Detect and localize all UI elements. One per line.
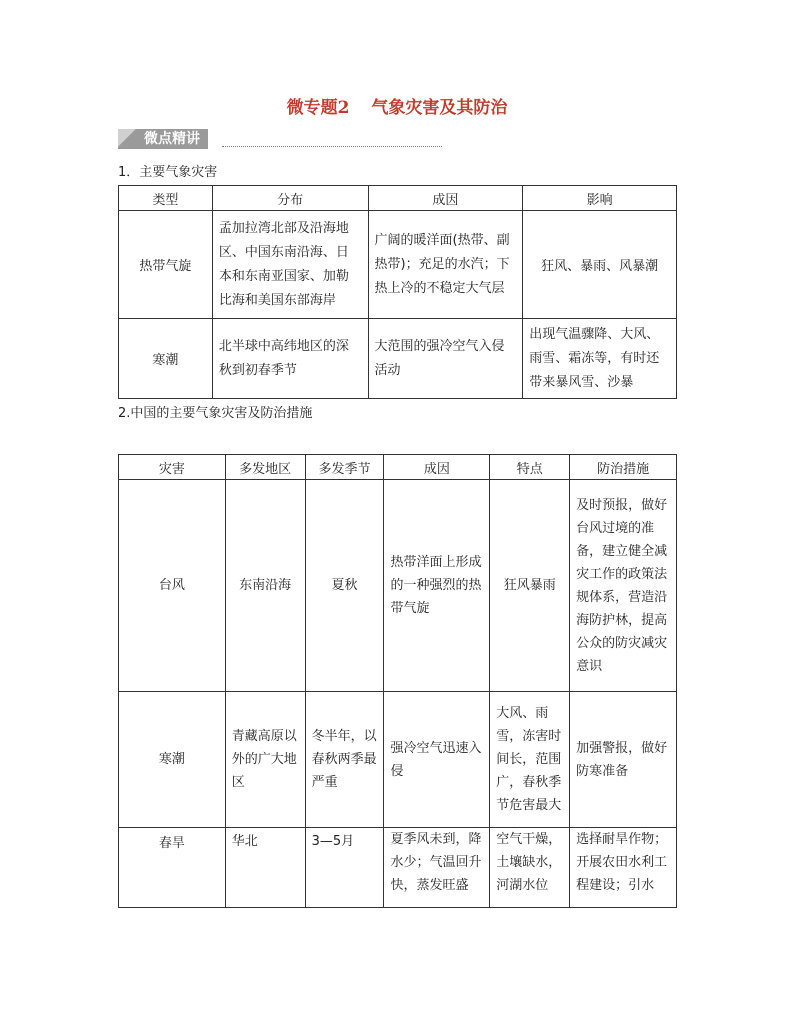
table-header-cell: 成因: [384, 455, 490, 480]
table-cell: 春旱: [119, 828, 226, 908]
table-header-cell: 成因: [368, 186, 523, 211]
banner-dotted-line: [222, 146, 442, 147]
table-header-cell: 类型: [119, 186, 213, 211]
table-cell: 青藏高原以外的广大地区: [225, 692, 305, 828]
banner-decoration: [118, 129, 142, 149]
table-cell: 强冷空气迅速入侵: [384, 692, 490, 828]
table-cell: 华北: [225, 828, 305, 908]
table-header-cell: 防治措施: [570, 455, 677, 480]
table-row: [119, 319, 677, 399]
section2-heading: 2.中国的主要气象灾害及防治措施: [118, 406, 313, 421]
table-cell: 夏季风未到，降水少；气温回升快，蒸发旺盛: [384, 828, 490, 908]
table-header-cell: 分布: [212, 186, 368, 211]
table-header-cell: 特点: [490, 455, 570, 480]
table-major-weather-disasters: [118, 185, 677, 399]
table-cell: 3—5月: [305, 828, 384, 908]
table-cell: 孟加拉湾北部及沿海地区、中国东南沿海、日本和东南亚国家、加勒比海和美国东部海岸: [212, 211, 368, 319]
table-cell: 热带气旋: [119, 211, 213, 319]
table-cell: 选择耐旱作物；开展农田水利工程建设；引水: [570, 828, 677, 908]
table-cell: 寒潮: [119, 692, 226, 828]
table-header-cell: 影响: [523, 186, 677, 211]
table-cell: 寒潮: [119, 319, 213, 399]
table-cell: 夏秋: [305, 480, 384, 692]
page-title: [0, 93, 794, 118]
section-banner: [118, 129, 438, 149]
table-cell: 狂风、暴雨、风暴潮: [523, 211, 677, 319]
table-china-weather-disasters: [118, 454, 677, 908]
table-header-row: [119, 455, 677, 480]
section1-heading: 1．主要气象灾害: [118, 165, 218, 180]
table-cell: 狂风暴雨: [490, 480, 570, 692]
table-row: [119, 828, 677, 908]
table-header-row: [119, 186, 677, 211]
table-row: [119, 211, 677, 319]
table-cell: 加强警报，做好防寒准备: [570, 692, 677, 828]
table-cell: 大风、雨雪，冻害时间长，范围广，春秋季节危害最大: [490, 692, 570, 828]
table-cell: 及时预报，做好台风过境的准备，建立健全减灾工作的政策法规体系，营造沿海防护林，提高公众的防灾减灾意识: [570, 480, 677, 692]
table-header-cell: 多发季节: [305, 455, 384, 480]
table-header-cell: 灾害: [119, 455, 226, 480]
table-cell: 大范围的强冷空气入侵活动: [368, 319, 523, 399]
table-cell: 出现气温骤降、大风、雨雪、霜冻等，有时还带来暴风雪、沙暴: [523, 319, 677, 399]
table-cell: 热带洋面上形成的一种强烈的热带气旋: [384, 480, 490, 692]
table-row: [119, 480, 677, 692]
table-row: [119, 692, 677, 828]
table-cell: 东南沿海: [225, 480, 305, 692]
table-cell: 冬半年，以春秋两季最严重: [305, 692, 384, 828]
table-cell: 北半球中高纬地区的深秋到初春季节: [212, 319, 368, 399]
table-header-cell: 多发地区: [225, 455, 305, 480]
table-cell: 广阔的暖洋面(热带、副热带)；充足的水汽；下热上冷的不稳定大气层: [368, 211, 523, 319]
title-sub: 气象灾害及其防治: [371, 98, 508, 118]
banner-label: 微点精讲: [142, 129, 208, 149]
table-cell: 台风: [119, 480, 226, 692]
title-main: 微专题2: [286, 98, 350, 118]
table-cell: 空气干燥，土壤缺水，河湖水位: [490, 828, 570, 908]
